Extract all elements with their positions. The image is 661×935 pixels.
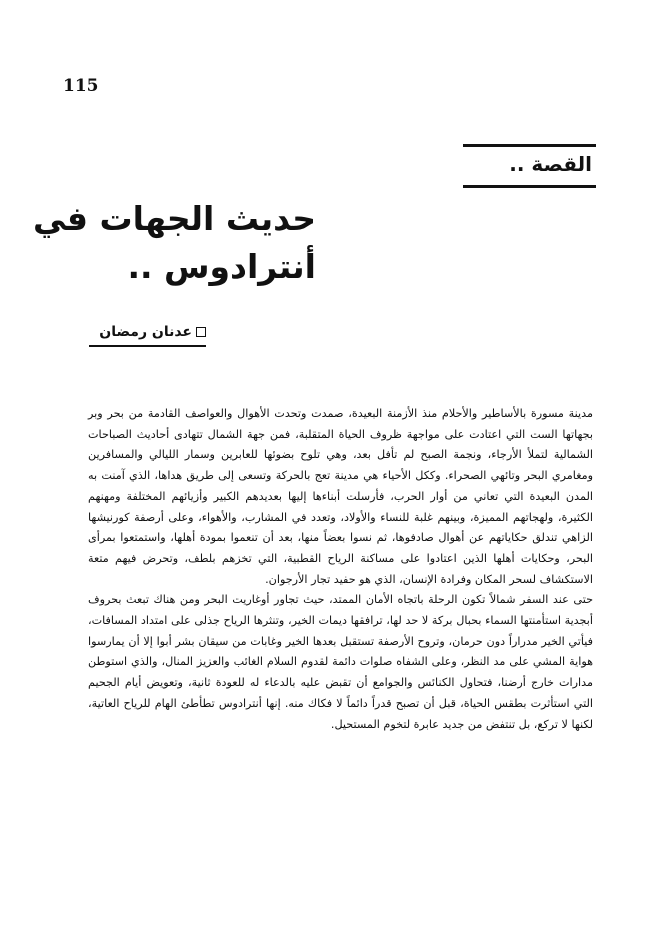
body-paragraph-2: حتى عند السفر شمالاً تكون الرحلة باتجاه الأمان الممتد، حيث تجاور أوغاريت البحر ومن هناك تبعث بحروف أبجدية استأمنتها السماء بحبال بركة لا حد لها، ترافقها ديمات الخير، وتنثرها الرياح جذلى على امتداد المسافات، فيأتي الخير مدراراً دون حرمان، وتروح الأرصفة تستقبل بعدها الخير وغابات من سيقان بشر أبوا إلا أن يمارسوا هواية المشي على مد النظر، وعلى الشفاه صلوات دائمة لقدوم السلام الغائب والعزيز المنال، والذي استوطن مدارات خارج أرضنا، فتحاول الكنائس والجوامع أن تقبض عليه بالدعاء له للعودة ثانية، وتعويض أيام الجحيم التي استأثرت بطقس الحياة، قبل أن تصبح قدراً دائماً لا فكاك منه. إنها أنترادوس تطأطئ الهام للرياح العاتية، لكنها لا تركع، بل تنتفض من جديد عابرة لتخوم المستحيل.: [88, 593, 593, 731]
section-label: القصة ..: [509, 152, 592, 176]
section-header: [463, 144, 596, 188]
body-paragraph-1: مدينة مسورة بالأساطير والأحلام منذ الأزمنة البعيدة، صمدت وتحدت الأهوال والعواصف القادمة من بحر وبر بجهاتها الست التي اعتادت على مواجهة ظروف الحياة المتقلبة، فمن جهة الشمال تتهادى أحاديث الصباحات الشمالية لتملأ الأرجاء، ونجمة الصبح لم تأفل بعد، وهي تلوح بضوئها للعابرين وسمار الليالي والمسافرين ومغامري البحر وتائهي الصحراء. وككل الأحياء هي مدينة تعج بالحركة وتسعى إلى طريق هداها، الذي آمنت به المدن البعيدة التي تعاني من أوار الحرب، فأرسلت أبناءها إليها بعديدهم الكبير وأزيائهم المختلفة ومهنهم الكثيرة، ولهجاتهم المميزة، وبينهم غلبة للنساء والأولاد، وتعدد في المشارب، والأهواء، وعلى أرصفة كورنيشها الزاهي تندلق حكاياتهم عن أهوال صادفوها، ثم نسوا بعضاً منها، بعد أن تنعموا بمودة أهلها، واستمتعوا بمرأى البحر، وحكايات أهلها الذين اعتادوا على مساكنة الرياح القطبية، التي تخزهم بلطف، وتحرض فيهم متعة الاستكشاف لسحر المكان وفرادة الإنسان، الذي هو حفيد تجار الأرجوان.: [88, 407, 593, 586]
article-title-line2: أنترادوس ..: [127, 247, 316, 286]
article-body: [88, 404, 593, 735]
author-byline: [89, 323, 206, 347]
author-name: عدنان رمضان: [99, 324, 192, 340]
article-title-line1: حديث الجهات في: [33, 199, 316, 238]
square-bullet-icon: [196, 327, 206, 337]
page-number: 115: [63, 76, 99, 96]
